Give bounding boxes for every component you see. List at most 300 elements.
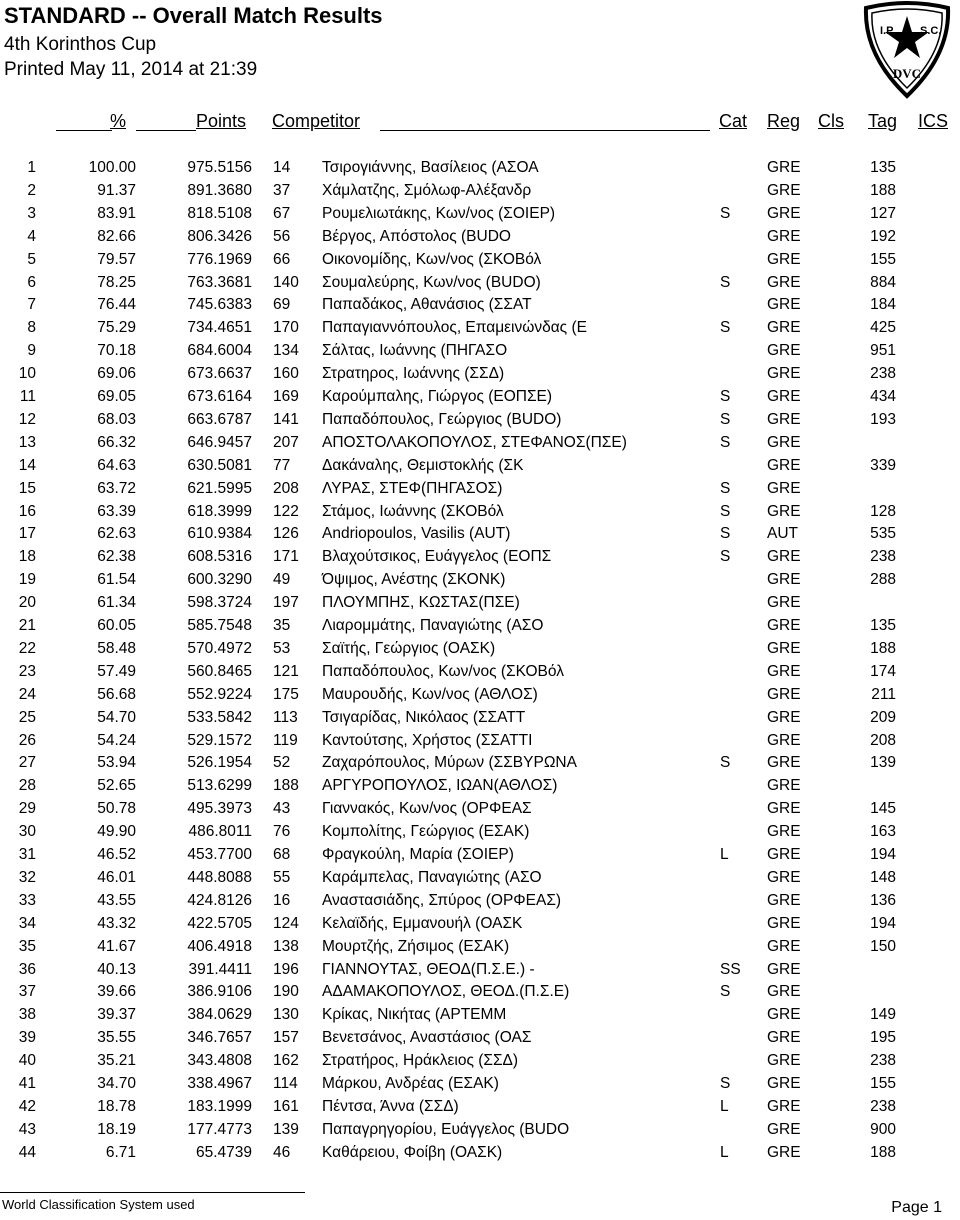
- row-competitor-number: 122: [273, 502, 299, 520]
- table-row: [0, 296, 960, 319]
- row-competitor-number: 160: [273, 365, 299, 383]
- row-competitor-number: 67: [273, 204, 291, 222]
- row-competitor-number: 37: [273, 181, 291, 199]
- row-region: GRE: [767, 777, 801, 795]
- table-row: [0, 1052, 960, 1075]
- col-header-points: Points: [196, 111, 247, 131]
- row-percent: 35.21: [97, 1052, 136, 1070]
- header-rule: [56, 130, 112, 131]
- row-competitor-number: 197: [273, 594, 299, 612]
- table-row: [0, 1121, 960, 1144]
- row-percent: 63.39: [97, 502, 136, 520]
- row-percent: 39.37: [97, 1006, 136, 1024]
- row-points: 618.3999: [187, 502, 252, 520]
- row-competitor-name: Λιαρομμάτης, Παναγιώτης (ΑΣΟ: [322, 617, 544, 634]
- row-region: GRE: [767, 662, 801, 680]
- col-header-tag: Tag: [868, 111, 898, 131]
- row-points: 533.5842: [187, 708, 252, 726]
- row-class: S: [720, 754, 731, 772]
- row-competitor-number: 139: [273, 1120, 299, 1138]
- row-place: 18: [18, 548, 36, 566]
- row-region: GRE: [767, 846, 801, 863]
- row-points: 818.5108: [187, 204, 252, 222]
- row-competitor-name: Κομπολίτης, Γεώργιος (ΕΣΑΚ): [322, 823, 530, 841]
- row-competitor-name: Καθάρειου, Φοίβη (ΟΑΣΚ): [322, 1143, 503, 1161]
- row-class: L: [720, 846, 729, 863]
- row-place: 11: [19, 388, 36, 405]
- row-tag: 209: [870, 708, 896, 726]
- row-class: S: [720, 502, 731, 520]
- match-name: 4th Korinthos Cup: [4, 34, 157, 55]
- row-place: 38: [18, 1006, 36, 1024]
- row-region: GRE: [767, 708, 801, 726]
- table-row: [0, 342, 960, 365]
- row-tag: 238: [870, 1052, 896, 1070]
- row-competitor-name: Παπαδόπουλος, Γεώργιος (BUDO): [322, 410, 562, 428]
- row-place: 17: [18, 525, 36, 543]
- row-competitor-name: Αναστασιάδης, Σπύρος (ΟΡΦΕΑΣ): [322, 891, 562, 909]
- row-tag: 211: [871, 685, 896, 703]
- row-region: GRE: [767, 159, 801, 176]
- row-competitor-name: Στρατήρος, Ηράκλειος (ΣΣΔ): [322, 1052, 519, 1070]
- row-competitor-name: ΑΠΟΣΤΟΛΑΚΟΠΟΥΛΟΣ, ΣΤΕΦΑΝΟΣ(ΠΣΕ): [322, 433, 627, 451]
- row-competitor-name: Βενετσάνος, Αναστάσιος (ΟΑΣ: [322, 1029, 532, 1047]
- row-place: 44: [18, 1143, 36, 1161]
- row-competitor-name: Γιαννακός, Κων/νος (ΟΡΦΕΑΣ: [322, 800, 532, 818]
- row-competitor-number: 207: [273, 433, 299, 451]
- row-points: 338.4967: [187, 1075, 252, 1092]
- row-tag: 148: [870, 868, 896, 886]
- row-percent: 75.29: [97, 319, 136, 337]
- row-competitor-number: 55: [273, 868, 291, 886]
- row-tag: 884: [870, 273, 896, 291]
- table-row: [0, 205, 960, 228]
- row-competitor-number: 49: [273, 571, 291, 589]
- row-place: 33: [18, 891, 36, 909]
- row-region: GRE: [767, 594, 801, 612]
- row-points: 621.5995: [187, 479, 252, 497]
- row-region: GRE: [767, 731, 801, 749]
- row-points: 663.6787: [187, 410, 252, 428]
- row-percent: 83.91: [97, 204, 136, 222]
- row-tag: 135: [870, 159, 896, 176]
- row-percent: 62.38: [97, 548, 136, 566]
- table-row: [0, 915, 960, 938]
- row-tag: 535: [870, 525, 896, 543]
- row-place: 27: [18, 754, 36, 772]
- row-tag: 434: [870, 388, 896, 405]
- row-percent: 50.78: [97, 800, 136, 818]
- row-competitor-number: 35: [273, 617, 291, 634]
- row-competitor-number: 190: [273, 983, 299, 1001]
- row-competitor-number: 46: [273, 1143, 291, 1161]
- row-percent: 61.54: [97, 571, 136, 589]
- row-percent: 60.05: [97, 617, 136, 634]
- row-competitor-number: 188: [273, 777, 299, 795]
- row-competitor-number: 14: [273, 159, 291, 176]
- row-percent: 46.01: [97, 868, 136, 886]
- row-place: 26: [18, 731, 36, 749]
- table-row: [0, 823, 960, 846]
- row-class: S: [720, 1075, 731, 1092]
- row-percent: 40.13: [97, 960, 136, 978]
- row-class: S: [720, 204, 731, 222]
- page-title: STANDARD -- Overall Match Results: [4, 3, 383, 28]
- row-points: 598.3724: [187, 594, 252, 612]
- row-competitor-number: 77: [273, 456, 291, 474]
- row-region: GRE: [767, 1029, 801, 1047]
- row-tag: 192: [870, 227, 896, 245]
- table-row: [0, 1075, 960, 1098]
- row-competitor-name: Χάμλατζης, Σμόλωφ-Αλέξανδρ: [322, 181, 532, 199]
- row-points: 513.6299: [187, 777, 252, 795]
- row-percent: 91.37: [97, 181, 136, 199]
- row-place: 42: [18, 1097, 36, 1115]
- row-class: S: [720, 548, 731, 566]
- table-row: [0, 434, 960, 457]
- row-region: GRE: [767, 983, 801, 1001]
- table-row: [0, 1098, 960, 1121]
- footer-rule: [0, 1192, 305, 1193]
- row-competitor-name: Τσιγαρίδας, Νικόλαος (ΣΣΑΤΤ: [322, 708, 526, 726]
- row-competitor-number: 175: [273, 685, 299, 703]
- row-place: 34: [18, 914, 36, 932]
- row-points: 177.4773: [187, 1120, 252, 1138]
- row-region: GRE: [767, 960, 801, 978]
- row-class: S: [720, 479, 731, 497]
- table-row: [0, 777, 960, 800]
- table-row: [0, 571, 960, 594]
- row-place: 22: [18, 639, 36, 657]
- row-points: 608.5316: [187, 548, 252, 566]
- row-class: S: [720, 273, 731, 291]
- printed-date: Printed May 11, 2014 at 21:39: [4, 59, 258, 80]
- row-region: GRE: [767, 1052, 801, 1070]
- row-tag: 155: [870, 250, 896, 268]
- row-place: 19: [18, 571, 36, 589]
- table-row: [0, 709, 960, 732]
- row-competitor-name: Καντούτσης, Χρήστος (ΣΣΑΤΤΙ: [322, 731, 533, 749]
- row-percent: 41.67: [97, 937, 136, 955]
- row-competitor-name: Καρούμπαλης, Γιώργος (ΕΟΠΣΕ): [322, 388, 553, 405]
- row-percent: 70.18: [97, 342, 136, 360]
- row-competitor-name: ΑΔΑΜΑΚΟΠΟΥΛΟΣ, ΘΕΟΔ.(Π.Σ.Ε): [322, 983, 570, 1001]
- row-place: 31: [18, 846, 36, 863]
- row-place: 20: [18, 594, 36, 612]
- row-competitor-number: 170: [273, 319, 299, 337]
- row-tag: 195: [870, 1029, 896, 1047]
- row-percent: 61.34: [97, 594, 136, 612]
- table-row: [0, 800, 960, 823]
- row-place: 1: [27, 159, 36, 176]
- row-class: L: [720, 1143, 729, 1161]
- row-place: 3: [27, 204, 36, 222]
- row-tag: 951: [870, 342, 896, 360]
- row-competitor-name: Κρίκας, Νικήτας (ΑΡΤΕΜΜ: [322, 1006, 507, 1024]
- row-competitor-number: 43: [273, 800, 291, 818]
- row-percent: 54.70: [97, 708, 136, 726]
- col-header-reg: Reg: [767, 111, 801, 131]
- row-points: 391.4411: [188, 960, 252, 978]
- row-competitor-name: ΓΙΑΝΝΟΥΤΑΣ, ΘΕΟΔ(Π.Σ.Ε.) -: [322, 960, 535, 978]
- row-class: S: [720, 388, 731, 405]
- table-row: [0, 663, 960, 686]
- table-row: [0, 1144, 960, 1167]
- row-region: GRE: [767, 1143, 801, 1161]
- row-percent: 69.06: [97, 365, 136, 383]
- row-points: 552.9224: [187, 685, 252, 703]
- row-competitor-name: Όψιμος, Ανέστης (ΣΚΟΝΚ): [322, 571, 506, 589]
- row-place: 30: [18, 823, 36, 841]
- row-points: 763.3681: [187, 273, 252, 291]
- row-percent: 34.70: [97, 1075, 136, 1092]
- row-tag: 128: [870, 502, 896, 520]
- row-percent: 82.66: [97, 227, 136, 245]
- row-percent: 43.55: [97, 891, 136, 909]
- table-row: [0, 846, 960, 869]
- row-tag: 188: [870, 181, 896, 199]
- table-row: [0, 686, 960, 709]
- row-place: 2: [27, 181, 36, 199]
- row-place: 29: [18, 800, 36, 818]
- row-points: 386.9106: [187, 983, 252, 1001]
- row-competitor-number: 196: [273, 960, 299, 978]
- row-competitor-name: Στρατηρος, Ιωάννης (ΣΣΔ): [322, 365, 505, 383]
- row-competitor-name: Πέντσα, Άννα (ΣΣΔ): [322, 1097, 459, 1115]
- row-competitor-name: Παπαγιαννόπουλος, Επαμεινώνδας (Ε: [322, 319, 587, 337]
- table-row: [0, 983, 960, 1006]
- row-points: 65.4739: [195, 1143, 252, 1161]
- table-row: [0, 365, 960, 388]
- row-region: GRE: [767, 296, 801, 314]
- row-points: 673.6164: [187, 388, 252, 405]
- row-competitor-number: 208: [273, 479, 299, 497]
- row-percent: 52.65: [97, 777, 136, 795]
- row-competitor-name: Παπαδόπουλος, Κων/νος (ΣΚΟΒόλ: [322, 662, 564, 680]
- row-competitor-name: Φραγκούλη, Μαρία (ΣΟΙΕΡ): [322, 846, 514, 863]
- row-tag: 188: [870, 1143, 896, 1161]
- table-row: [0, 548, 960, 571]
- row-percent: 53.94: [97, 754, 136, 772]
- row-place: 37: [18, 983, 36, 1001]
- table-row: [0, 228, 960, 251]
- row-tag: 288: [870, 571, 896, 589]
- row-region: GRE: [767, 342, 801, 360]
- row-region: GRE: [767, 1097, 801, 1115]
- table-row: [0, 503, 960, 526]
- row-region: GRE: [767, 433, 801, 451]
- row-place: 15: [18, 479, 36, 497]
- row-competitor-name: Andriopoulos, Vasilis (AUT): [322, 525, 511, 543]
- row-place: 9: [27, 342, 36, 360]
- row-percent: 56.68: [97, 685, 136, 703]
- header-rule: [136, 130, 196, 131]
- row-place: 39: [18, 1029, 36, 1047]
- row-competitor-number: 162: [273, 1052, 299, 1070]
- row-points: 776.1969: [187, 250, 252, 268]
- table-row: [0, 594, 960, 617]
- row-percent: 54.24: [97, 731, 136, 749]
- row-percent: 68.03: [97, 410, 136, 428]
- row-percent: 100.00: [88, 159, 136, 176]
- row-place: 7: [27, 296, 36, 314]
- row-points: 453.7700: [187, 846, 252, 863]
- row-tag: 194: [870, 846, 896, 863]
- row-competitor-number: 130: [273, 1006, 299, 1024]
- table-row: [0, 754, 960, 777]
- row-competitor-number: 124: [273, 914, 299, 932]
- row-competitor-name: Κελαϊδής, Εμμανουήλ (ΟΑΣΚ: [322, 914, 523, 932]
- row-region: GRE: [767, 502, 801, 520]
- row-competitor-number: 69: [273, 296, 291, 314]
- row-points: 560.8465: [187, 662, 252, 680]
- row-percent: 39.66: [97, 983, 136, 1001]
- row-region: GRE: [767, 319, 801, 337]
- row-competitor-number: 171: [273, 548, 299, 566]
- row-tag: 208: [870, 731, 896, 749]
- row-region: GRE: [767, 800, 801, 818]
- row-percent: 78.25: [97, 273, 136, 291]
- row-competitor-name: Παπαδάκος, Αθανάσιος (ΣΣΑΤ: [322, 296, 532, 314]
- row-competitor-number: 140: [273, 273, 299, 291]
- row-competitor-number: 56: [273, 227, 291, 245]
- row-points: 529.1572: [187, 731, 252, 749]
- row-competitor-name: Ρουμελιωτάκης, Κων/νος (ΣΟΙΕΡ): [322, 204, 556, 222]
- row-points: 891.3680: [187, 181, 252, 199]
- row-competitor-number: 53: [273, 639, 291, 657]
- table-row: [0, 159, 960, 182]
- row-competitor-name: Στάμος, Ιωάννης (ΣΚΟΒόλ: [322, 502, 504, 520]
- table-row: [0, 732, 960, 755]
- row-competitor-name: ΑΡΓΥΡΟΠΟΥΛΟΣ, ΙΩΑΝ(ΑΘΛΟΣ): [322, 777, 558, 795]
- table-row: [0, 251, 960, 274]
- svg-text:I.P.: I.P.: [880, 25, 896, 37]
- row-region: GRE: [767, 250, 801, 268]
- row-place: 6: [27, 273, 36, 291]
- row-competitor-number: 138: [273, 937, 299, 955]
- row-points: 610.9384: [187, 525, 252, 543]
- row-region: GRE: [767, 891, 801, 909]
- table-row: [0, 869, 960, 892]
- table-row: [0, 1029, 960, 1052]
- row-tag: 174: [870, 662, 896, 680]
- row-points: 600.3290: [187, 571, 252, 589]
- row-points: 424.8126: [187, 891, 252, 909]
- row-class: S: [720, 983, 731, 1001]
- row-competitor-number: 66: [273, 250, 291, 268]
- row-class: S: [720, 410, 731, 428]
- row-competitor-name: Μαυρουδής, Κων/νος (ΑΘΛΟΣ): [322, 685, 538, 703]
- row-points: 745.6383: [187, 296, 252, 314]
- row-tag: 425: [870, 319, 896, 337]
- row-percent: 49.90: [97, 823, 136, 841]
- row-competitor-number: 114: [273, 1075, 298, 1092]
- row-place: 21: [18, 617, 36, 634]
- row-class: S: [720, 319, 731, 337]
- row-percent: 46.52: [97, 846, 136, 863]
- row-competitor-number: 161: [273, 1097, 299, 1115]
- row-tag: 238: [870, 365, 896, 383]
- row-points: 495.3973: [187, 800, 252, 818]
- row-tag: 184: [870, 296, 896, 314]
- row-class: L: [720, 1097, 729, 1115]
- ipsc-shield-logo-icon: [858, 0, 956, 100]
- row-points: 406.4918: [187, 937, 252, 955]
- row-percent: 69.05: [97, 388, 136, 405]
- row-class: S: [720, 433, 731, 451]
- row-percent: 18.19: [97, 1120, 136, 1138]
- row-competitor-number: 113: [273, 708, 298, 726]
- table-row: [0, 457, 960, 480]
- row-competitor-name: Σάλτας, Ιωάννης (ΠΗΓΑΣΟ: [322, 342, 508, 360]
- row-tag: 339: [870, 456, 896, 474]
- row-percent: 62.63: [97, 525, 136, 543]
- row-place: 4: [27, 227, 36, 245]
- row-region: GRE: [767, 410, 801, 428]
- row-competitor-name: Καράμπελας, Παναγιώτης (ΑΣΟ: [322, 868, 542, 886]
- row-competitor-name: Σουμαλεύρης, Κων/νος (BUDO): [322, 273, 541, 291]
- row-percent: 6.71: [105, 1143, 136, 1161]
- row-competitor-number: 169: [273, 388, 299, 405]
- col-header-ics: ICS: [918, 111, 949, 131]
- page-number: Page 1: [891, 1199, 942, 1216]
- row-points: 526.1954: [187, 754, 252, 772]
- row-region: GRE: [767, 273, 801, 291]
- row-place: 13: [18, 433, 36, 451]
- row-place: 16: [18, 502, 36, 520]
- row-competitor-number: 126: [273, 525, 299, 543]
- row-percent: 76.44: [97, 296, 136, 314]
- col-header-cat: Cat: [719, 111, 748, 131]
- row-region: GRE: [767, 639, 801, 657]
- row-competitor-number: 68: [273, 846, 291, 863]
- table-row: [0, 182, 960, 205]
- row-tag: 145: [870, 800, 896, 818]
- row-competitor-name: Δακάναλης, Θεμιστοκλής (ΣΚ: [322, 456, 524, 474]
- row-region: GRE: [767, 204, 801, 222]
- row-place: 43: [18, 1120, 36, 1138]
- table-row: [0, 525, 960, 548]
- svg-text:DVC: DVC: [892, 66, 922, 81]
- row-competitor-number: 141: [273, 410, 299, 428]
- row-competitor-name: Βέργος, Απόστολος (BUDO: [322, 227, 511, 245]
- row-class: S: [720, 525, 731, 543]
- row-tag: 150: [870, 937, 896, 955]
- col-header-cls: Cls: [818, 111, 844, 131]
- row-class: SS: [720, 960, 741, 978]
- row-percent: 66.32: [97, 433, 136, 451]
- row-place: 23: [18, 662, 36, 680]
- row-points: 734.4651: [187, 319, 252, 337]
- row-place: 28: [18, 777, 36, 795]
- row-competitor-name: Παπαγρηγορίου, Ευάγγελος (BUDO: [322, 1120, 570, 1138]
- row-percent: 43.32: [97, 914, 136, 932]
- col-header-competitor: Competitor: [272, 111, 361, 131]
- row-place: 12: [18, 410, 36, 428]
- table-row: [0, 938, 960, 961]
- table-row: [0, 388, 960, 411]
- footer-note: World Classification System used: [2, 1197, 195, 1212]
- row-region: GRE: [767, 388, 801, 405]
- row-place: 14: [18, 456, 36, 474]
- row-place: 8: [27, 319, 36, 337]
- row-points: 806.3426: [187, 227, 252, 245]
- row-percent: 57.49: [97, 662, 136, 680]
- row-competitor-name: Τσιρογιάννης, Βασίλειος (ΑΣΟΑ: [322, 159, 539, 176]
- row-competitor-name: ΛΥΡΑΣ, ΣΤΕΦ(ΠΗΓΑΣΟΣ): [322, 479, 503, 497]
- row-region: GRE: [767, 227, 801, 245]
- row-region: GRE: [767, 548, 801, 566]
